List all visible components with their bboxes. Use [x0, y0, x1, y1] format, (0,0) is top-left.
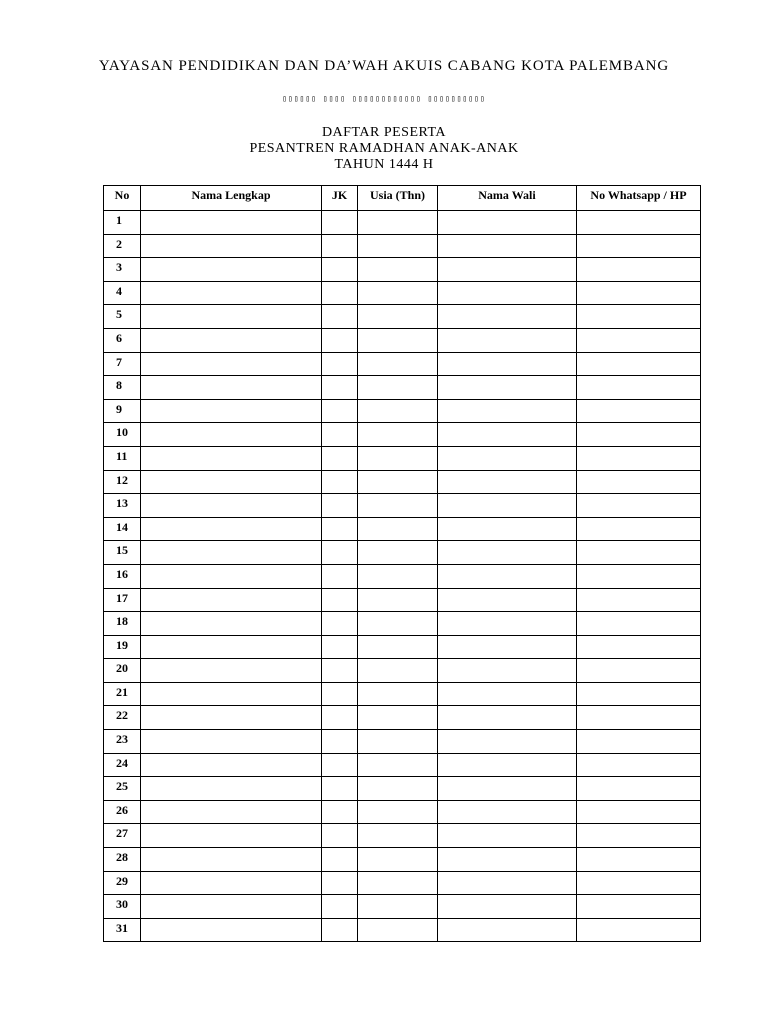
cell-no-whatsapp[interactable]	[577, 258, 701, 282]
cell-nama-wali[interactable]	[438, 399, 577, 423]
cell-nama-wali[interactable]	[438, 305, 577, 329]
cell-jk[interactable]	[322, 588, 358, 612]
cell-nama-lengkap[interactable]	[141, 706, 322, 730]
cell-nama-lengkap[interactable]	[141, 399, 322, 423]
cell-nama-lengkap[interactable]	[141, 352, 322, 376]
cell-no: 10	[104, 423, 141, 447]
cell-usia[interactable]	[358, 517, 438, 541]
header-no: No	[104, 186, 141, 211]
cell-nama-lengkap[interactable]	[141, 753, 322, 777]
cell-nama-wali[interactable]	[438, 824, 577, 848]
table-row	[104, 777, 701, 801]
cell-nama-wali[interactable]	[438, 328, 577, 352]
cell-jk[interactable]	[322, 234, 358, 258]
cell-nama-wali[interactable]	[438, 446, 577, 470]
title-line-1: DAFTAR PESERTA	[321, 125, 447, 140]
cell-no: 1	[104, 211, 141, 235]
cell-nama-lengkap[interactable]	[141, 423, 322, 447]
cell-nama-lengkap[interactable]	[141, 682, 322, 706]
cell-no-whatsapp[interactable]	[577, 895, 701, 919]
cell-no-whatsapp[interactable]	[577, 753, 701, 777]
cell-usia[interactable]	[358, 730, 438, 754]
cell-no: 18	[104, 612, 141, 636]
cell-jk[interactable]	[322, 305, 358, 329]
cell-no-whatsapp[interactable]	[577, 234, 701, 258]
table-row	[104, 918, 701, 942]
cell-jk[interactable]	[322, 352, 358, 376]
cell-jk[interactable]	[322, 824, 358, 848]
cell-nama-wali[interactable]	[438, 352, 577, 376]
title-line-2: PESANTREN RAMADHAN ANAK-ANAK	[249, 141, 519, 156]
cell-no: 24	[104, 753, 141, 777]
table-row	[104, 871, 701, 895]
table-row	[104, 399, 701, 423]
cell-no: 7	[104, 352, 141, 376]
cell-nama-wali[interactable]	[438, 258, 577, 282]
cell-nama-lengkap[interactable]	[141, 800, 322, 824]
cell-nama-lengkap[interactable]	[141, 730, 322, 754]
cell-nama-lengkap[interactable]	[141, 376, 322, 400]
cell-usia[interactable]	[358, 281, 438, 305]
cell-nama-wali[interactable]	[438, 376, 577, 400]
cell-nama-lengkap[interactable]	[141, 777, 322, 801]
cell-jk[interactable]	[322, 564, 358, 588]
header-nama-wali: Nama Wali	[438, 186, 577, 211]
cell-nama-lengkap[interactable]	[141, 211, 322, 235]
cell-no-whatsapp[interactable]	[577, 352, 701, 376]
cell-jk[interactable]	[322, 258, 358, 282]
cell-nama-lengkap[interactable]	[141, 305, 322, 329]
cell-no-whatsapp[interactable]	[577, 423, 701, 447]
cell-nama-wali[interactable]	[438, 211, 577, 235]
table-row	[104, 494, 701, 518]
cell-nama-wali[interactable]	[438, 777, 577, 801]
cell-no-whatsapp[interactable]	[577, 446, 701, 470]
table-row	[104, 588, 701, 612]
cell-jk[interactable]	[322, 659, 358, 683]
title-line-3: TAHUN 1444 H	[334, 157, 434, 172]
cell-usia[interactable]	[358, 612, 438, 636]
cell-nama-wali[interactable]	[438, 848, 577, 872]
cell-nama-wali[interactable]	[438, 281, 577, 305]
cell-nama-lengkap[interactable]	[141, 659, 322, 683]
cell-nama-wali[interactable]	[438, 612, 577, 636]
cell-no: 28	[104, 848, 141, 872]
cell-no-whatsapp[interactable]	[577, 517, 701, 541]
table-row	[104, 612, 701, 636]
cell-no: 29	[104, 871, 141, 895]
cell-no: 4	[104, 281, 141, 305]
cell-usia[interactable]	[358, 328, 438, 352]
cell-nama-lengkap[interactable]	[141, 517, 322, 541]
cell-no-whatsapp[interactable]	[577, 635, 701, 659]
cell-nama-wali[interactable]	[438, 494, 577, 518]
cell-no: 2	[104, 234, 141, 258]
table-row	[104, 730, 701, 754]
table-row	[104, 211, 701, 235]
cell-usia[interactable]	[358, 470, 438, 494]
cell-no: 8	[104, 376, 141, 400]
cell-usia[interactable]	[358, 588, 438, 612]
cell-jk[interactable]	[322, 612, 358, 636]
table-header-row	[104, 186, 701, 211]
cell-usia[interactable]	[358, 871, 438, 895]
cell-nama-lengkap[interactable]	[141, 564, 322, 588]
cell-jk[interactable]	[322, 541, 358, 565]
cell-no-whatsapp[interactable]	[577, 376, 701, 400]
table-row	[104, 352, 701, 376]
table-row	[104, 753, 701, 777]
cell-no: 12	[104, 470, 141, 494]
cell-jk[interactable]	[322, 211, 358, 235]
cell-no-whatsapp[interactable]	[577, 682, 701, 706]
cell-no: 5	[104, 305, 141, 329]
cell-no: 6	[104, 328, 141, 352]
cell-no-whatsapp[interactable]	[577, 918, 701, 942]
cell-usia[interactable]	[358, 848, 438, 872]
cell-nama-wali[interactable]	[438, 588, 577, 612]
cell-usia[interactable]	[358, 706, 438, 730]
cell-no: 9	[104, 399, 141, 423]
cell-no: 30	[104, 895, 141, 919]
cell-nama-wali[interactable]	[438, 753, 577, 777]
cell-nama-wali[interactable]	[438, 470, 577, 494]
cell-nama-lengkap[interactable]	[141, 258, 322, 282]
cell-jk[interactable]	[322, 399, 358, 423]
cell-nama-wali[interactable]	[438, 871, 577, 895]
table-row	[104, 305, 701, 329]
cell-no: 19	[104, 635, 141, 659]
cell-usia[interactable]	[358, 211, 438, 235]
cell-no: 21	[104, 682, 141, 706]
cell-no-whatsapp[interactable]	[577, 848, 701, 872]
cell-no-whatsapp[interactable]	[577, 777, 701, 801]
cell-no: 15	[104, 541, 141, 565]
cell-jk[interactable]	[322, 848, 358, 872]
cell-nama-wali[interactable]	[438, 234, 577, 258]
header-usia: Usia (Thn)	[358, 186, 438, 211]
cell-nama-lengkap[interactable]	[141, 635, 322, 659]
cell-nama-wali[interactable]	[438, 635, 577, 659]
cell-nama-lengkap[interactable]	[141, 918, 322, 942]
cell-nama-wali[interactable]	[438, 564, 577, 588]
cell-usia[interactable]	[358, 895, 438, 919]
cell-nama-lengkap[interactable]	[141, 328, 322, 352]
cell-no: 23	[104, 730, 141, 754]
cell-usia[interactable]	[358, 399, 438, 423]
cell-no-whatsapp[interactable]	[577, 612, 701, 636]
cell-nama-lengkap[interactable]	[141, 612, 322, 636]
cell-usia[interactable]	[358, 635, 438, 659]
cell-usia[interactable]	[358, 541, 438, 565]
table-row	[104, 682, 701, 706]
cell-no-whatsapp[interactable]	[577, 211, 701, 235]
cell-no: 31	[104, 918, 141, 942]
cell-jk[interactable]	[322, 446, 358, 470]
table-row	[104, 541, 701, 565]
cell-jk[interactable]	[322, 871, 358, 895]
cell-jk[interactable]	[322, 494, 358, 518]
table-row	[104, 234, 701, 258]
cell-no: 3	[104, 258, 141, 282]
cell-nama-lengkap[interactable]	[141, 895, 322, 919]
cell-no-whatsapp[interactable]	[577, 871, 701, 895]
cell-jk[interactable]	[322, 800, 358, 824]
cell-no-whatsapp[interactable]	[577, 730, 701, 754]
cell-no-whatsapp[interactable]	[577, 305, 701, 329]
cell-nama-wali[interactable]	[438, 541, 577, 565]
cell-nama-lengkap[interactable]	[141, 824, 322, 848]
cell-jk[interactable]	[322, 635, 358, 659]
cell-no-whatsapp[interactable]	[577, 824, 701, 848]
table-row	[104, 848, 701, 872]
cell-nama-wali[interactable]	[438, 423, 577, 447]
cell-jk[interactable]	[322, 281, 358, 305]
cell-jk[interactable]	[322, 517, 358, 541]
cell-nama-wali[interactable]	[438, 517, 577, 541]
cell-nama-lengkap[interactable]	[141, 234, 322, 258]
participant-table	[103, 185, 701, 942]
cell-no: 13	[104, 494, 141, 518]
table-body	[104, 211, 701, 942]
cell-jk[interactable]	[322, 682, 358, 706]
cell-no: 16	[104, 564, 141, 588]
cell-usia[interactable]	[358, 564, 438, 588]
table-row	[104, 824, 701, 848]
cell-no-whatsapp[interactable]	[577, 588, 701, 612]
cell-nama-wali[interactable]	[438, 682, 577, 706]
cell-no-whatsapp[interactable]	[577, 399, 701, 423]
cell-usia[interactable]	[358, 682, 438, 706]
cell-nama-lengkap[interactable]	[141, 541, 322, 565]
cell-nama-wali[interactable]	[438, 706, 577, 730]
header-nama-lengkap: Nama Lengkap	[141, 186, 322, 211]
table-row	[104, 517, 701, 541]
cell-usia[interactable]	[358, 659, 438, 683]
cell-no-whatsapp[interactable]	[577, 659, 701, 683]
cell-jk[interactable]	[322, 328, 358, 352]
table-row	[104, 470, 701, 494]
cell-jk[interactable]	[322, 730, 358, 754]
cell-nama-lengkap[interactable]	[141, 494, 322, 518]
subtitle-garbled: ▯▯▯▯▯▯ ▯▯▯▯ ▯▯▯▯▯▯▯▯▯▯▯▯ ▯▯▯▯▯▯▯▯▯▯	[282, 94, 486, 103]
cell-nama-wali[interactable]	[438, 800, 577, 824]
cell-no-whatsapp[interactable]	[577, 564, 701, 588]
cell-nama-wali[interactable]	[438, 730, 577, 754]
cell-usia[interactable]	[358, 258, 438, 282]
cell-usia[interactable]	[358, 918, 438, 942]
table-row	[104, 328, 701, 352]
organization-header: YAYASAN PENDIDIKAN DAN DA’WAH AKUIS CABANG KOTA PALEMBANG	[98, 58, 670, 74]
table-row	[104, 376, 701, 400]
cell-nama-wali[interactable]	[438, 659, 577, 683]
cell-jk[interactable]	[322, 376, 358, 400]
table-row	[104, 800, 701, 824]
cell-no: 20	[104, 659, 141, 683]
cell-no-whatsapp[interactable]	[577, 470, 701, 494]
table-row	[104, 659, 701, 683]
header-no-whatsapp: No Whatsapp / HP	[577, 186, 701, 211]
cell-no: 17	[104, 588, 141, 612]
cell-jk[interactable]	[322, 423, 358, 447]
cell-usia[interactable]	[358, 305, 438, 329]
cell-nama-wali[interactable]	[438, 918, 577, 942]
cell-jk[interactable]	[322, 706, 358, 730]
cell-jk[interactable]	[322, 918, 358, 942]
cell-no: 11	[104, 446, 141, 470]
cell-nama-lengkap[interactable]	[141, 470, 322, 494]
table-row	[104, 281, 701, 305]
cell-usia[interactable]	[358, 352, 438, 376]
table-row	[104, 635, 701, 659]
cell-jk[interactable]	[322, 753, 358, 777]
cell-no-whatsapp[interactable]	[577, 800, 701, 824]
cell-nama-wali[interactable]	[438, 895, 577, 919]
cell-usia[interactable]	[358, 376, 438, 400]
table-row	[104, 895, 701, 919]
cell-no: 27	[104, 824, 141, 848]
cell-no-whatsapp[interactable]	[577, 281, 701, 305]
cell-no-whatsapp[interactable]	[577, 328, 701, 352]
cell-no: 14	[104, 517, 141, 541]
cell-usia[interactable]	[358, 800, 438, 824]
cell-nama-lengkap[interactable]	[141, 281, 322, 305]
table-row	[104, 258, 701, 282]
cell-usia[interactable]	[358, 494, 438, 518]
cell-no: 26	[104, 800, 141, 824]
cell-no: 25	[104, 777, 141, 801]
cell-no: 22	[104, 706, 141, 730]
cell-nama-lengkap[interactable]	[141, 871, 322, 895]
cell-no-whatsapp[interactable]	[577, 541, 701, 565]
cell-nama-lengkap[interactable]	[141, 588, 322, 612]
table-row	[104, 423, 701, 447]
cell-usia[interactable]	[358, 824, 438, 848]
header-jk: JK	[322, 186, 358, 211]
cell-jk[interactable]	[322, 895, 358, 919]
table-row	[104, 446, 701, 470]
cell-jk[interactable]	[322, 470, 358, 494]
cell-usia[interactable]	[358, 423, 438, 447]
cell-jk[interactable]	[322, 777, 358, 801]
cell-usia[interactable]	[358, 234, 438, 258]
cell-nama-lengkap[interactable]	[141, 848, 322, 872]
cell-no-whatsapp[interactable]	[577, 706, 701, 730]
table-row	[104, 706, 701, 730]
cell-usia[interactable]	[358, 777, 438, 801]
cell-usia[interactable]	[358, 753, 438, 777]
cell-no-whatsapp[interactable]	[577, 494, 701, 518]
table-row	[104, 564, 701, 588]
cell-nama-lengkap[interactable]	[141, 446, 322, 470]
cell-usia[interactable]	[358, 446, 438, 470]
